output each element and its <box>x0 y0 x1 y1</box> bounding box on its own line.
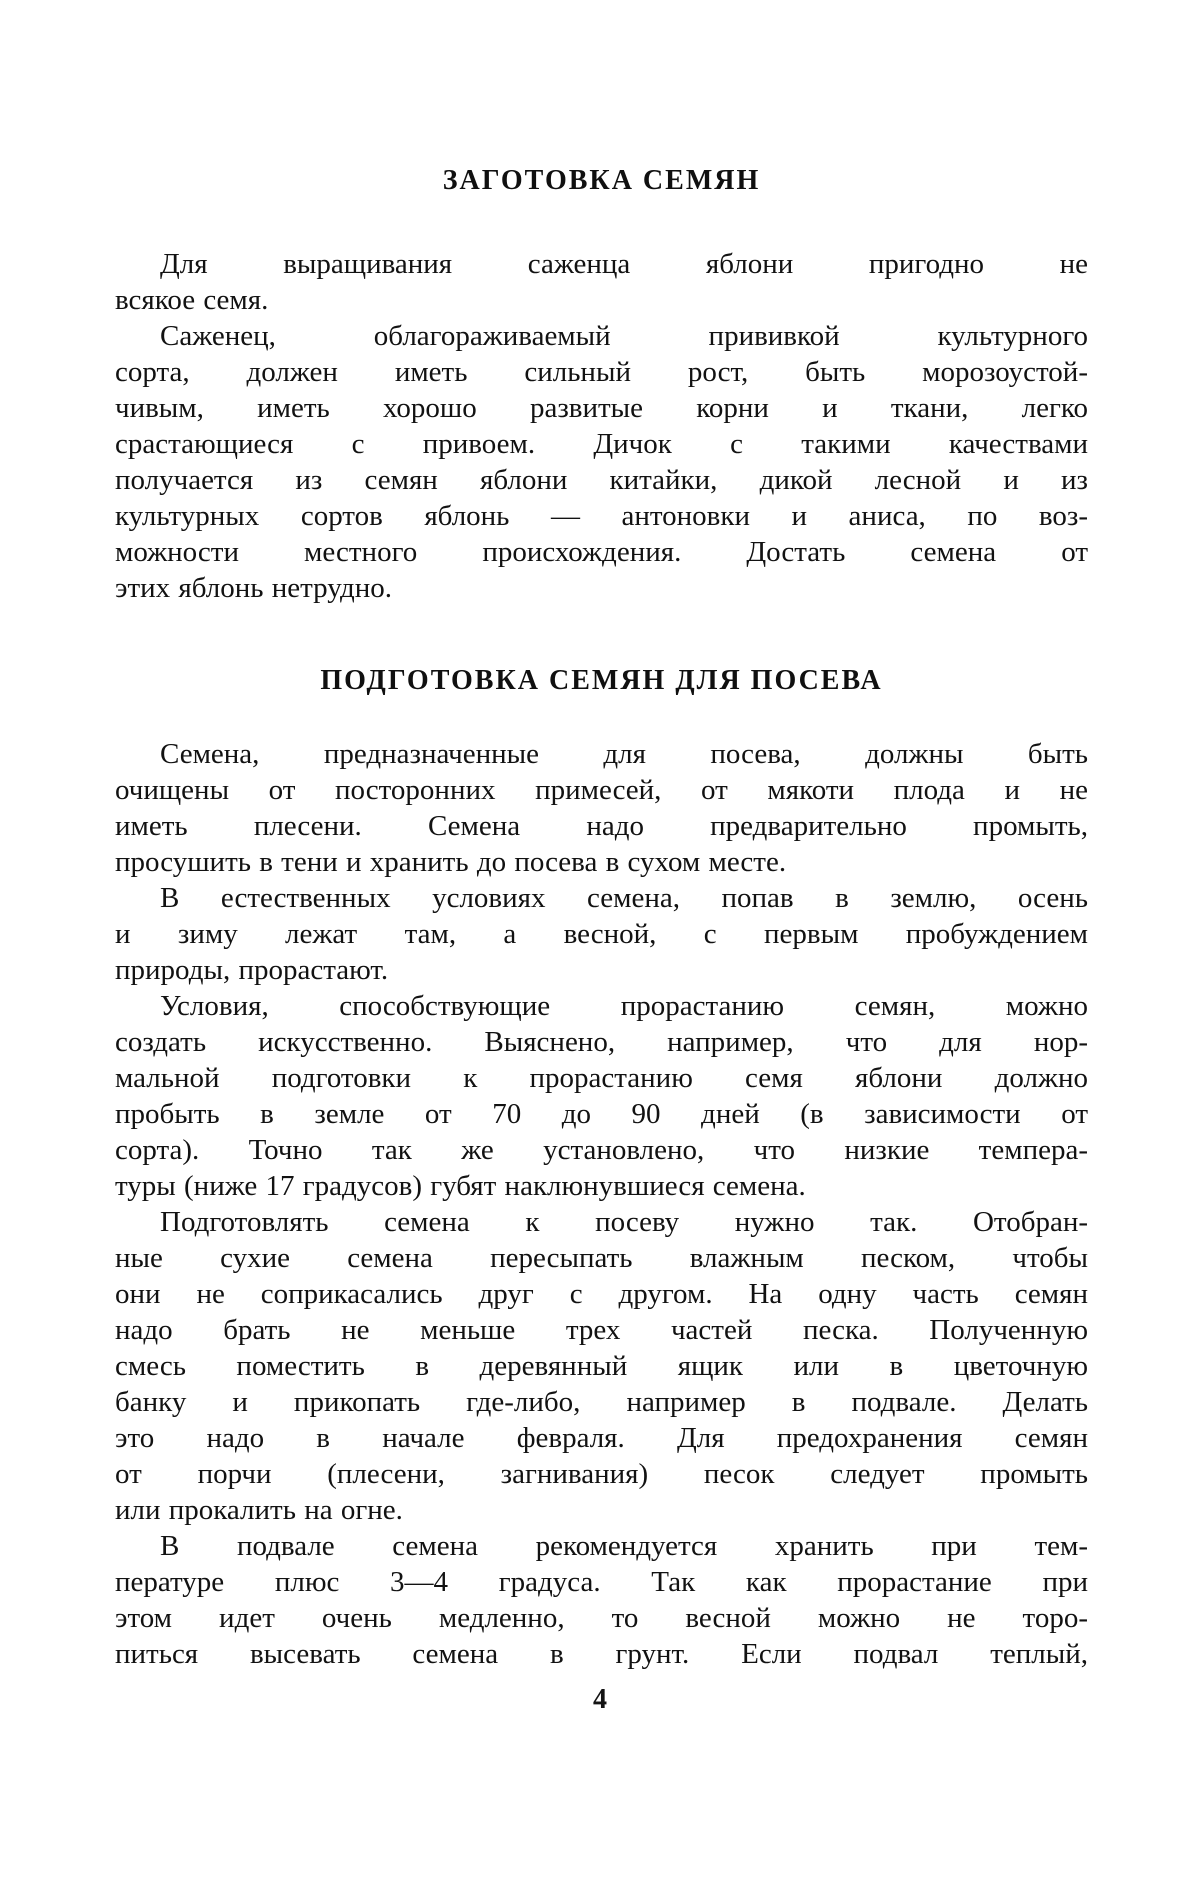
text-line: Саженец, облагораживаемый прививкой культурного <box>160 320 1088 352</box>
text-line: сорта, должен иметь сильный рост, быть морозоустой- <box>115 356 1088 388</box>
text-line: это надо в начале февраля. Для предохранения семян <box>115 1422 1088 1454</box>
text-line: чивым, иметь хорошо развитые корни и ткани, легко <box>115 392 1088 424</box>
section-heading: ЗАГОТОВКА СЕМЯН <box>442 165 761 196</box>
text-line: В подвале семена рекомендуется хранить при тем- <box>160 1530 1088 1562</box>
page-content <box>115 0 1088 1672</box>
paragraph <box>115 988 1088 1204</box>
text-line: ные сухие семена пересыпать влажным песком, чтобы <box>115 1242 1088 1274</box>
text-line: от порчи (плесени, загнивания) песок следует промыть <box>115 1458 1088 1490</box>
section-heading: ПОДГОТОВКА СЕМЯН ДЛЯ ПОСЕВА <box>320 665 883 696</box>
paragraph <box>115 736 1088 880</box>
text-line: пробыть в земле от 70 до 90 дней (в зависимости от <box>115 1098 1088 1130</box>
text-line: Условия, способствующие прорастанию семян, можно <box>160 990 1088 1022</box>
text-line: В естественных условиях семена, попав в землю, осень <box>160 882 1088 914</box>
text-line: Для выращивания саженца яблони пригодно не <box>160 248 1088 280</box>
text-line: создать искусственно. Выяснено, например, что для нор- <box>115 1026 1088 1058</box>
text-line: питься высевать семена в грунт. Если подвал теплый, <box>115 1638 1088 1670</box>
paragraph <box>115 318 1088 606</box>
text-line: культурных сортов яблонь — антоновки и аниса, по воз- <box>115 500 1088 532</box>
page-number: 4 <box>593 1684 607 1715</box>
text-line: смесь поместить в деревянный ящик или в цветочную <box>115 1350 1088 1382</box>
text-line: очищены от посторонних примесей, от мякоти плода и не <box>115 774 1088 806</box>
text-line: всякое семя. <box>115 284 269 316</box>
text-line: сорта). Точно так же установлено, что низкие темпера- <box>115 1134 1088 1166</box>
text-line: надо брать не меньше трех частей песка. Полученную <box>115 1314 1088 1346</box>
text-line: Семена, предназначенные для посева, должны быть <box>160 738 1088 770</box>
text-line: природы, прорастают. <box>115 954 389 986</box>
text-line: и зиму лежат там, а весной, с первым пробуждением <box>115 918 1088 950</box>
text-line: срастающиеся с привоем. Дичок с такими качествами <box>115 428 1088 460</box>
paragraph <box>115 880 1088 988</box>
text-line: туры (ниже 17 градусов) губят наклюнувшиеся семена. <box>115 1170 806 1202</box>
text-line: иметь плесени. Семена надо предварительно промыть, <box>115 810 1088 842</box>
text-line: банку и прикопать где-либо, например в подвале. Делать <box>115 1386 1088 1418</box>
text-line: Подготовлять семена к посеву нужно так. Отобран- <box>160 1206 1088 1238</box>
text-line: просушить в тени и хранить до посева в сухом месте. <box>115 846 787 878</box>
text-line: они не соприкасались друг с другом. На одну часть семян <box>115 1278 1088 1310</box>
text-line: получается из семян яблони китайки, дикой лесной и из <box>115 464 1088 496</box>
page-footer <box>0 1684 1200 1716</box>
text-line: этом идет очень медленно, то весной можно не торо- <box>115 1602 1088 1634</box>
text-line: можности местного происхождения. Достать семена от <box>115 536 1088 568</box>
paragraph <box>115 1204 1088 1528</box>
paragraph <box>115 246 1088 318</box>
text-line: этих яблонь нетрудно. <box>115 572 392 604</box>
text-line: пературе плюс 3—4 градуса. Так как прорастание при <box>115 1566 1088 1598</box>
text-line: мальной подготовки к прорастанию семя яблони должно <box>115 1062 1088 1094</box>
text-line: или прокалить на огне. <box>115 1494 403 1526</box>
paragraph <box>115 1528 1088 1672</box>
